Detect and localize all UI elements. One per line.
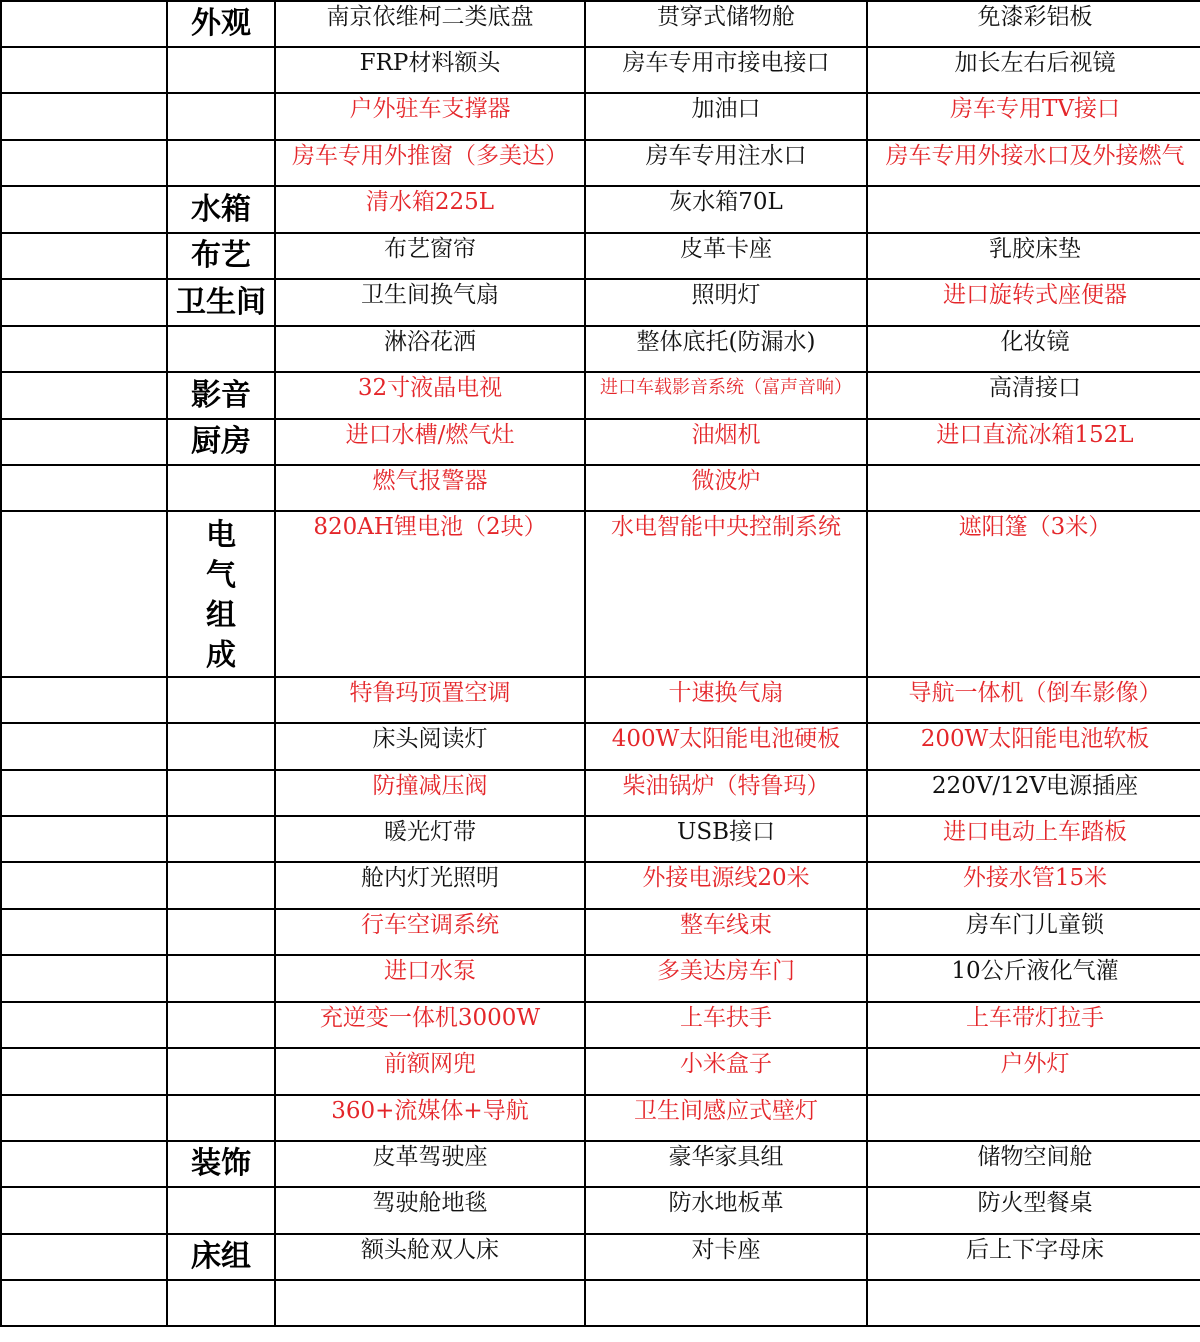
- row-blank-cell: [1, 862, 167, 909]
- item-cell: 32寸液晶电视: [275, 372, 585, 419]
- item-cell: 遮阳篷（3米）: [867, 511, 1200, 677]
- item-cell: 户外灯: [867, 1048, 1200, 1095]
- table-row: [1, 677, 1200, 723]
- item-cell: 防火型餐桌: [867, 1187, 1200, 1234]
- item-cell: FRP材料额头: [275, 47, 585, 93]
- table-row: [1, 1095, 1200, 1141]
- item-cell: 进口水槽/燃气灶: [275, 419, 585, 465]
- item-cell: 房车专用市接电接口: [585, 47, 867, 93]
- row-blank-cell: [1, 955, 167, 1002]
- row-blank-cell: [1, 770, 167, 816]
- row-blank-cell: [1, 1234, 167, 1280]
- item-cell: 卫生间感应式壁灯: [585, 1095, 867, 1141]
- table-row: [1, 465, 1200, 511]
- category-cell: 影音: [167, 372, 275, 419]
- item-cell: 十速换气扇: [585, 677, 867, 723]
- item-cell: 柴油锅炉（特鲁玛）: [585, 770, 867, 816]
- category-cell: [167, 47, 275, 93]
- category-cell: [167, 1280, 275, 1326]
- item-cell: 户外驻车支撑器: [275, 93, 585, 140]
- category-cell: [167, 465, 275, 511]
- category-cell: [167, 140, 275, 186]
- category-cell: [167, 326, 275, 372]
- row-blank-cell: [1, 326, 167, 372]
- row-blank-cell: [1, 723, 167, 770]
- row-blank-cell: [1, 47, 167, 93]
- table-row: [1, 1234, 1200, 1280]
- item-cell: [867, 465, 1200, 511]
- item-cell: 贯穿式储物舱: [585, 1, 867, 47]
- row-blank-cell: [1, 511, 167, 677]
- item-cell: 油烟机: [585, 419, 867, 465]
- item-cell: [585, 1280, 867, 1326]
- item-cell: 房车专用TV接口: [867, 93, 1200, 140]
- item-cell: 布艺窗帘: [275, 233, 585, 279]
- item-cell: 360+流媒体+导航: [275, 1095, 585, 1141]
- category-cell: 厨房: [167, 419, 275, 465]
- item-cell: 防水地板革: [585, 1187, 867, 1234]
- item-cell: 清水箱225L: [275, 186, 585, 233]
- item-cell: 房车专用外接水口及外接燃气: [867, 140, 1200, 186]
- table-row: [1, 1002, 1200, 1048]
- row-blank-cell: [1, 1187, 167, 1234]
- category-cell: 卫生间: [167, 279, 275, 326]
- item-cell: 进口旋转式座便器: [867, 279, 1200, 326]
- item-cell: 暖光灯带: [275, 816, 585, 862]
- item-cell: 进口车载影音系统（富声音响）: [585, 372, 867, 419]
- category-cell: 水箱: [167, 186, 275, 233]
- table-row: [1, 909, 1200, 955]
- table-row: [1, 233, 1200, 279]
- category-cell: [167, 862, 275, 909]
- item-cell: 舱内灯光照明: [275, 862, 585, 909]
- category-cell: [167, 909, 275, 955]
- item-cell: [867, 186, 1200, 233]
- category-char: 组: [206, 598, 236, 633]
- item-cell: 豪华家具组: [585, 1141, 867, 1187]
- table-row: [1, 862, 1200, 909]
- item-cell: 化妆镜: [867, 326, 1200, 372]
- item-cell: 微波炉: [585, 465, 867, 511]
- category-cell: 布艺: [167, 233, 275, 279]
- item-cell: 灰水箱70L: [585, 186, 867, 233]
- table-row: [1, 723, 1200, 770]
- item-cell: 前额网兜: [275, 1048, 585, 1095]
- row-blank-cell: [1, 1, 167, 47]
- item-cell: 外接水管15米: [867, 862, 1200, 909]
- item-cell: 免漆彩铝板: [867, 1, 1200, 47]
- row-blank-cell: [1, 677, 167, 723]
- category-char: 成: [206, 638, 236, 673]
- item-cell: 进口电动上车踏板: [867, 816, 1200, 862]
- table-row: [1, 419, 1200, 465]
- item-cell: 小米盒子: [585, 1048, 867, 1095]
- row-blank-cell: [1, 233, 167, 279]
- row-blank-cell: [1, 372, 167, 419]
- item-cell: 820AH锂电池（2块）: [275, 511, 585, 677]
- category-cell: [167, 93, 275, 140]
- item-cell: 床头阅读灯: [275, 723, 585, 770]
- table-row: [1, 140, 1200, 186]
- row-blank-cell: [1, 140, 167, 186]
- table-row: [1, 770, 1200, 816]
- row-blank-cell: [1, 909, 167, 955]
- row-blank-cell: [1, 465, 167, 511]
- table-row: [1, 1187, 1200, 1234]
- category-char: 电: [206, 518, 236, 553]
- table-row: [1, 279, 1200, 326]
- item-cell: 防撞减压阀: [275, 770, 585, 816]
- item-cell: 整车线束: [585, 909, 867, 955]
- item-cell: 驾驶舱地毯: [275, 1187, 585, 1234]
- item-cell: 照明灯: [585, 279, 867, 326]
- row-blank-cell: [1, 1002, 167, 1048]
- item-cell: [867, 1095, 1200, 1141]
- category-cell: [167, 816, 275, 862]
- item-cell: 高清接口: [867, 372, 1200, 419]
- row-blank-cell: [1, 1095, 167, 1141]
- table-row: [1, 1280, 1200, 1326]
- table-row: [1, 511, 1200, 677]
- item-cell: 加油口: [585, 93, 867, 140]
- category-cell: [167, 677, 275, 723]
- row-blank-cell: [1, 419, 167, 465]
- item-cell: 400W太阳能电池硬板: [585, 723, 867, 770]
- row-blank-cell: [1, 1280, 167, 1326]
- item-cell: 皮革驾驶座: [275, 1141, 585, 1187]
- category-cell: [167, 1187, 275, 1234]
- item-cell: 特鲁玛顶置空调: [275, 677, 585, 723]
- item-cell: 导航一体机（倒车影像）: [867, 677, 1200, 723]
- row-blank-cell: [1, 93, 167, 140]
- table-row: [1, 372, 1200, 419]
- table-row: [1, 955, 1200, 1002]
- table-row: [1, 1, 1200, 47]
- table-row: [1, 816, 1200, 862]
- item-cell: 卫生间换气扇: [275, 279, 585, 326]
- table-row: [1, 1141, 1200, 1187]
- item-cell: 房车专用注水口: [585, 140, 867, 186]
- item-cell: 加长左右后视镜: [867, 47, 1200, 93]
- table-row: [1, 1048, 1200, 1095]
- row-blank-cell: [1, 816, 167, 862]
- item-cell: 乳胶床垫: [867, 233, 1200, 279]
- item-cell: 额头舱双人床: [275, 1234, 585, 1280]
- item-cell: 上车带灯拉手: [867, 1002, 1200, 1048]
- table-row: [1, 47, 1200, 93]
- item-cell: 皮革卡座: [585, 233, 867, 279]
- row-blank-cell: [1, 186, 167, 233]
- category-cell: [167, 1002, 275, 1048]
- item-cell: 外接电源线20米: [585, 862, 867, 909]
- category-cell: [167, 955, 275, 1002]
- category-cell: 装饰: [167, 1141, 275, 1187]
- item-cell: 多美达房车门: [585, 955, 867, 1002]
- item-cell: 燃气报警器: [275, 465, 585, 511]
- item-cell: 对卡座: [585, 1234, 867, 1280]
- category-cell: 床组: [167, 1234, 275, 1280]
- item-cell: 进口水泵: [275, 955, 585, 1002]
- item-cell: 水电智能中央控制系统: [585, 511, 867, 677]
- table-row: [1, 186, 1200, 233]
- row-blank-cell: [1, 1048, 167, 1095]
- item-cell: 上车扶手: [585, 1002, 867, 1048]
- spec-table-body: [1, 1, 1200, 1326]
- item-cell: 220V/12V电源插座: [867, 770, 1200, 816]
- category-cell: 外观: [167, 1, 275, 47]
- item-cell: USB接口: [585, 816, 867, 862]
- category-cell: [167, 511, 275, 677]
- item-cell: [275, 1280, 585, 1326]
- item-cell: 房车专用外推窗（多美达）: [275, 140, 585, 186]
- item-cell: 10公斤液化气灌: [867, 955, 1200, 1002]
- item-cell: [867, 1280, 1200, 1326]
- item-cell: 行车空调系统: [275, 909, 585, 955]
- table-row: [1, 326, 1200, 372]
- item-cell: 进口直流冰箱152L: [867, 419, 1200, 465]
- item-cell: 200W太阳能电池软板: [867, 723, 1200, 770]
- item-cell: 房车门儿童锁: [867, 909, 1200, 955]
- item-cell: 充逆变一体机3000W: [275, 1002, 585, 1048]
- item-cell: 淋浴花洒: [275, 326, 585, 372]
- category-cell: [167, 770, 275, 816]
- category-char: 气: [206, 558, 236, 593]
- item-cell: 后上下字母床: [867, 1234, 1200, 1280]
- row-blank-cell: [1, 279, 167, 326]
- category-cell: [167, 1095, 275, 1141]
- category-cell: [167, 1048, 275, 1095]
- item-cell: 整体底托(防漏水): [585, 326, 867, 372]
- row-blank-cell: [1, 1141, 167, 1187]
- item-cell: 储物空间舱: [867, 1141, 1200, 1187]
- table-row: [1, 93, 1200, 140]
- item-cell: 南京依维柯二类底盘: [275, 1, 585, 47]
- category-cell: [167, 723, 275, 770]
